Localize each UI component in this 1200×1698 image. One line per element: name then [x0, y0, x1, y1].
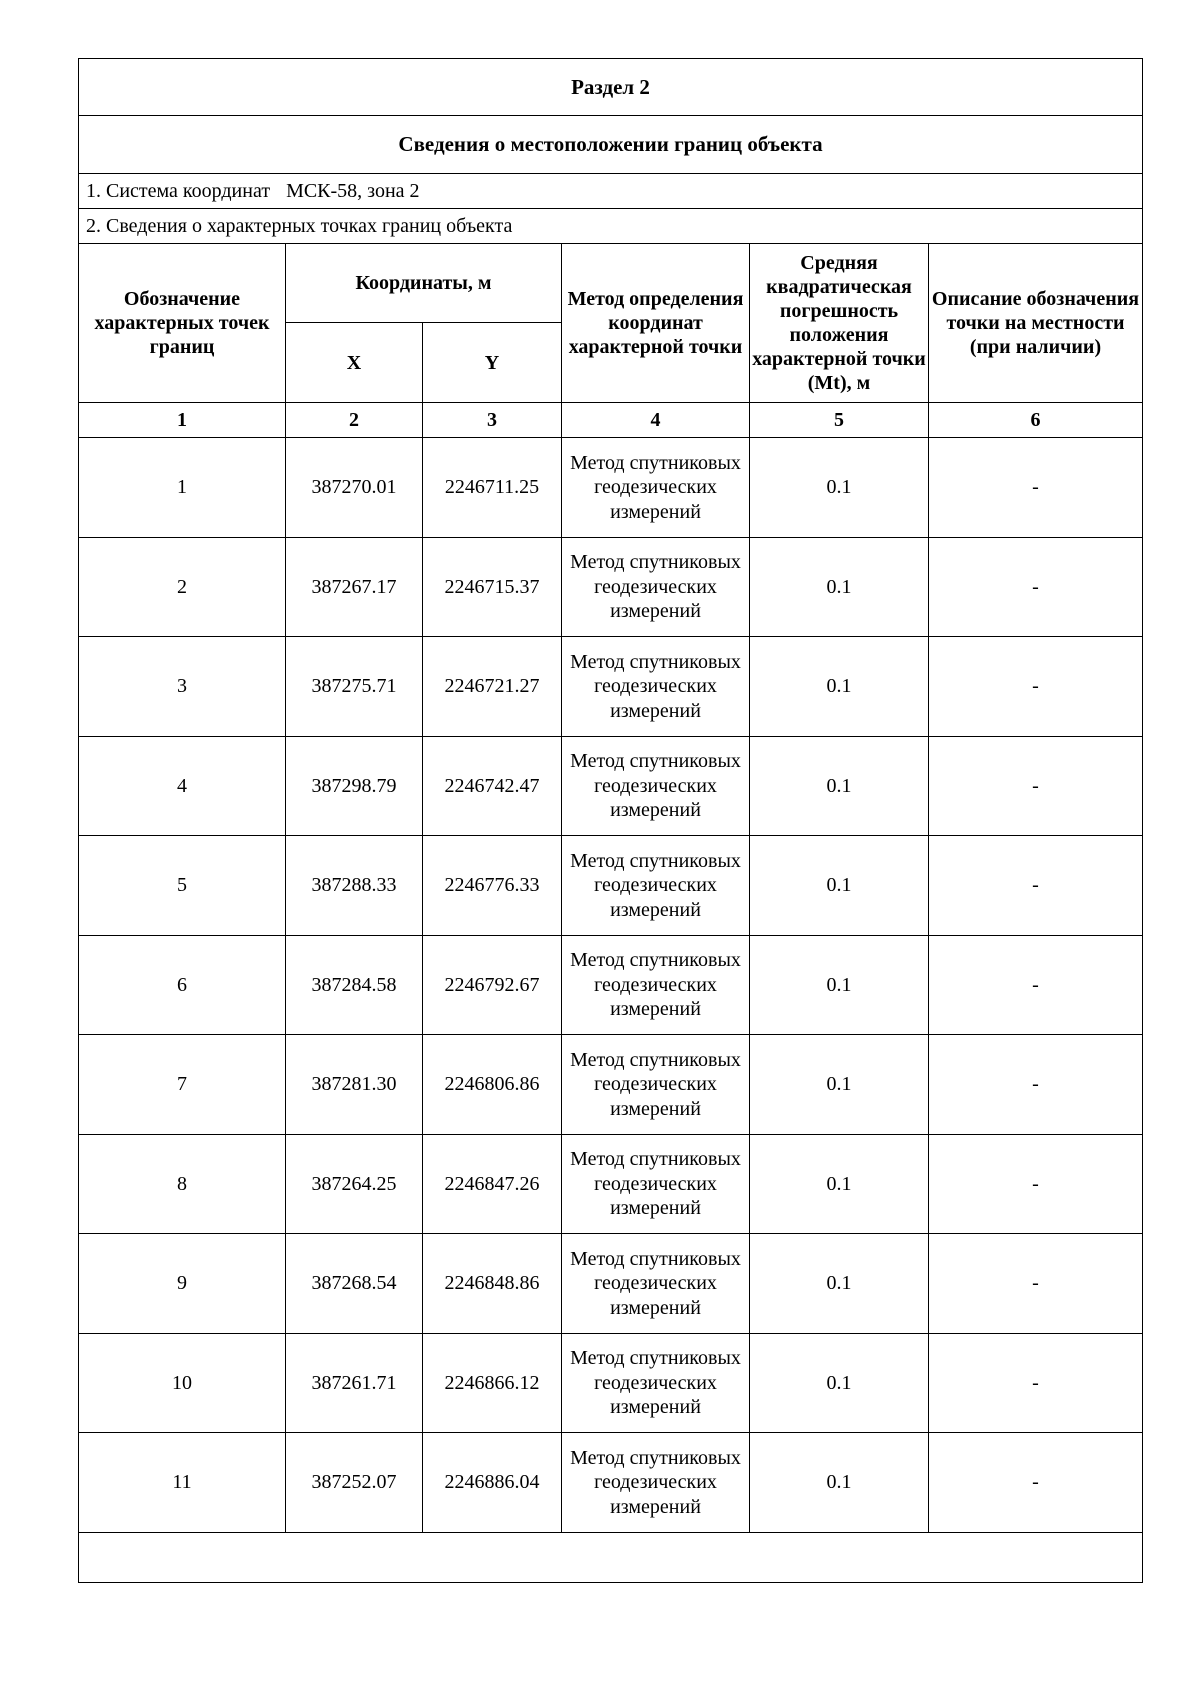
cell-y: 2246742.47	[423, 736, 562, 836]
cell-method: Метод спутниковых геодезических измерений	[562, 836, 750, 936]
cell-method: Метод спутниковых геодезических измерений	[562, 736, 750, 836]
coord-system-value: МСК-58, зона 2	[286, 179, 420, 202]
table-row	[79, 935, 1143, 1035]
boundary-points-table	[78, 58, 1143, 1583]
cell-description: -	[929, 935, 1143, 1035]
cell-method: Метод спутниковых геодезических измерений	[562, 438, 750, 538]
cell-description: -	[929, 736, 1143, 836]
cell-point: 8	[79, 1134, 286, 1234]
section-title-row	[79, 59, 1143, 116]
table-row	[79, 438, 1143, 538]
section-subtitle-row	[79, 116, 1143, 174]
cell-point: 10	[79, 1333, 286, 1433]
table-row	[79, 836, 1143, 936]
section-subtitle: Сведения о местоположении границ объекта	[79, 116, 1143, 174]
cell-x: 387275.71	[286, 637, 423, 737]
cell-method: Метод спутниковых геодезических измерений	[562, 935, 750, 1035]
cell-error: 0.1	[750, 736, 929, 836]
column-number: 2	[286, 403, 423, 438]
cell-x: 387270.01	[286, 438, 423, 538]
coord-system-row	[79, 174, 1143, 209]
cell-x: 387284.58	[286, 935, 423, 1035]
cell-y: 2246847.26	[423, 1134, 562, 1234]
cell-x: 387261.71	[286, 1333, 423, 1433]
cell-point: 5	[79, 836, 286, 936]
cell-method: Метод спутниковых геодезических измерений	[562, 1134, 750, 1234]
cell-x: 387268.54	[286, 1234, 423, 1334]
cell-error: 0.1	[750, 1333, 929, 1433]
cell-y: 2246711.25	[423, 438, 562, 538]
cell-point: 4	[79, 736, 286, 836]
table-row	[79, 1134, 1143, 1234]
cell-point: 2	[79, 537, 286, 637]
cell-error: 0.1	[750, 1234, 929, 1334]
coord-system-cell	[79, 174, 1143, 209]
cell-description: -	[929, 1433, 1143, 1533]
cell-description: -	[929, 1234, 1143, 1334]
table-row	[79, 1333, 1143, 1433]
coord-system-label: 1. Система координат	[86, 179, 271, 202]
cell-description: -	[929, 836, 1143, 936]
cell-point: 3	[79, 637, 286, 737]
cell-y: 2246776.33	[423, 836, 562, 936]
cell-method: Метод спутниковых геодезических измерений	[562, 1035, 750, 1135]
cell-description: -	[929, 537, 1143, 637]
table-row	[79, 1035, 1143, 1135]
cell-method: Метод спутниковых геодезических измерений	[562, 637, 750, 737]
cell-error: 0.1	[750, 438, 929, 538]
cell-point: 1	[79, 438, 286, 538]
cell-error: 0.1	[750, 637, 929, 737]
cell-x: 387298.79	[286, 736, 423, 836]
header-description: Описание обозначения точки на местности (при наличии)	[929, 244, 1143, 403]
column-number: 5	[750, 403, 929, 438]
cell-y: 2246806.86	[423, 1035, 562, 1135]
cell-error: 0.1	[750, 1433, 929, 1533]
column-number: 3	[423, 403, 562, 438]
cell-method: Метод спутниковых геодезических измерений	[562, 1433, 750, 1533]
points-heading: 2. Сведения о характерных точках границ объекта	[79, 209, 1143, 244]
cell-x: 387252.07	[286, 1433, 423, 1533]
cell-method: Метод спутниковых геодезических измерений	[562, 537, 750, 637]
cell-point: 6	[79, 935, 286, 1035]
header-x: X	[286, 323, 423, 403]
column-number: 6	[929, 403, 1143, 438]
header-method: Метод определения координат характерной точки	[562, 244, 750, 403]
column-number: 4	[562, 403, 750, 438]
cell-description: -	[929, 1035, 1143, 1135]
cell-description: -	[929, 637, 1143, 737]
cell-error: 0.1	[750, 1134, 929, 1234]
table-row	[79, 736, 1143, 836]
cell-point: 7	[79, 1035, 286, 1135]
header-coords: Координаты, м	[286, 244, 562, 323]
points-heading-row	[79, 209, 1143, 244]
cell-error: 0.1	[750, 537, 929, 637]
table-header-row	[79, 244, 1143, 323]
cell-method: Метод спутниковых геодезических измерений	[562, 1333, 750, 1433]
cell-point: 9	[79, 1234, 286, 1334]
cell-x: 387264.25	[286, 1134, 423, 1234]
cell-y: 2246886.04	[423, 1433, 562, 1533]
cell-x: 387288.33	[286, 836, 423, 936]
cell-x: 387281.30	[286, 1035, 423, 1135]
cell-y: 2246866.12	[423, 1333, 562, 1433]
table-row	[79, 1433, 1143, 1533]
empty-footer-row	[79, 1532, 1143, 1582]
table-row	[79, 637, 1143, 737]
section-title: Раздел 2	[79, 59, 1143, 116]
header-error: Средняя квадратическая погрешность положения характерной точки (Mt), м	[750, 244, 929, 403]
table-row	[79, 1234, 1143, 1334]
cell-description: -	[929, 438, 1143, 538]
cell-y: 2246715.37	[423, 537, 562, 637]
cell-method: Метод спутниковых геодезических измерений	[562, 1234, 750, 1334]
cell-error: 0.1	[750, 935, 929, 1035]
cell-description: -	[929, 1134, 1143, 1234]
header-y: Y	[423, 323, 562, 403]
cell-error: 0.1	[750, 836, 929, 936]
cell-y: 2246792.67	[423, 935, 562, 1035]
cell-y: 2246848.86	[423, 1234, 562, 1334]
cell-point: 11	[79, 1433, 286, 1533]
cell-error: 0.1	[750, 1035, 929, 1135]
cell-x: 387267.17	[286, 537, 423, 637]
cell-description: -	[929, 1333, 1143, 1433]
cell-y: 2246721.27	[423, 637, 562, 737]
table-row	[79, 537, 1143, 637]
header-point: Обозначение характерных точек границ	[79, 244, 286, 403]
column-number-row	[79, 403, 1143, 438]
empty-footer-cell	[79, 1532, 1143, 1582]
column-number: 1	[79, 403, 286, 438]
